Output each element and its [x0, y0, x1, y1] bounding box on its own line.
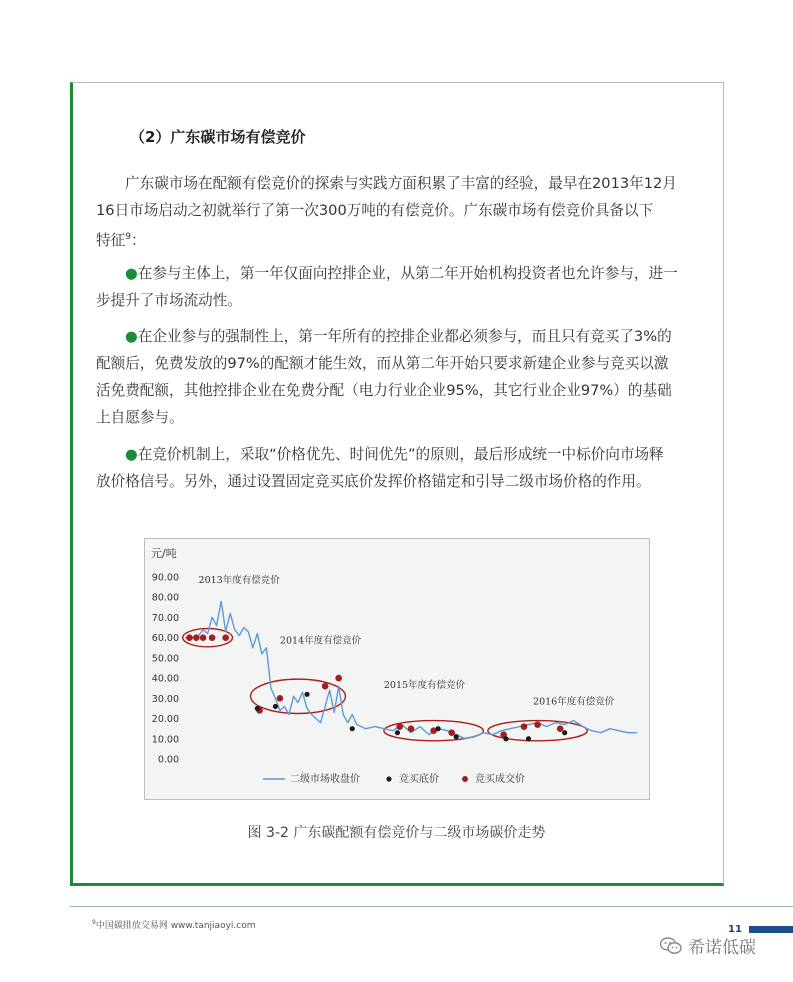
- intro-paragraph: [96, 170, 706, 254]
- wechat-icon: [660, 937, 682, 955]
- bullet-3-line-1: 在竞价机制上，采取“价格优先、时间优先”的原则，最后形成统一中标价向市场释: [137, 446, 664, 463]
- intro-line-1: 广东碳市场在配额有偿竞价的探索与实践方面积累了丰富的经验，最早在2013年12月: [125, 175, 677, 192]
- bullet-icon: ●: [125, 328, 138, 345]
- floor-price-point: [395, 730, 400, 735]
- deal-price-point: [193, 634, 200, 641]
- intro-line-2: 16日市场启动之初就举行了第一次300万吨的有偿竞价。广东碳市场有偿竞价具备以下: [96, 202, 654, 219]
- bullet-2-line-1: 在企业参与的强制性上，第一年所有的控排企业都必须参与，而且只有竞买了3%的: [137, 328, 672, 345]
- y-tick-label: 40.00: [151, 673, 179, 685]
- bullet-2-line-2: 配额后，免费发放的97%的配额才能生效，而从第二年开始只要求新建企业参与竞买以激: [96, 355, 669, 372]
- y-tick-label: 90.00: [151, 572, 179, 584]
- price-chart: [144, 538, 650, 800]
- deal-price-point: [557, 725, 564, 732]
- floor-price-point: [255, 706, 260, 711]
- floor-price-point: [454, 734, 459, 739]
- y-tick-label: 70.00: [151, 612, 179, 624]
- footnote-text: 中国碳排放交易网 www.tanjiaoyi.com: [95, 921, 256, 931]
- y-tick-label: 30.00: [151, 693, 179, 705]
- figure-caption: 图 3-2 广东碳配额有偿竞价与二级市场碳价走势: [247, 825, 546, 841]
- y-tick-label: 20.00: [151, 714, 179, 726]
- y-tick-label: 10.00: [151, 734, 179, 746]
- floor-price-point: [304, 692, 309, 697]
- watermark-text: 希诺低碳: [688, 938, 756, 958]
- legend-deal-swatch: [462, 776, 468, 782]
- bullet-1-line-2: 步提升了市场流动性。: [96, 292, 242, 309]
- floor-price-point: [503, 736, 508, 741]
- legend-label: 竞买成交价: [475, 774, 525, 785]
- deal-price-point: [408, 725, 415, 732]
- deal-price-point: [396, 723, 403, 730]
- deal-price-point: [277, 695, 284, 702]
- footer-divider: [70, 906, 793, 907]
- intro-line-3: [96, 224, 706, 254]
- bullet-icon: ●: [125, 446, 138, 463]
- page-number: 11: [728, 924, 742, 935]
- deal-price-point: [335, 675, 342, 682]
- deal-price-point: [521, 723, 528, 730]
- annotation-label: 2015年度有偿竞价: [383, 680, 466, 692]
- floor-price-point: [526, 736, 531, 741]
- legend-floor-swatch: [386, 776, 391, 781]
- y-tick-label: 0.00: [157, 754, 179, 766]
- intro-line-3-end: ：: [130, 231, 146, 249]
- floor-price-point: [350, 726, 355, 731]
- footnote-number: 9: [92, 919, 96, 926]
- y-tick-label: 50.00: [151, 653, 179, 665]
- section-heading: （2）广东碳市场有偿竞价: [130, 128, 306, 146]
- bullet-2-line-4: 上自愿参与。: [96, 409, 184, 426]
- deal-price-point: [534, 721, 541, 728]
- page-number-bar: [749, 926, 793, 933]
- intro-line-3-text: 特征: [96, 231, 126, 249]
- price-chart-svg: [145, 539, 649, 799]
- bullet-icon: ●: [125, 265, 138, 282]
- deal-price-point: [200, 634, 207, 641]
- y-axis-unit: 元/吨: [151, 547, 177, 560]
- floor-price-point: [562, 730, 567, 735]
- floor-price-point: [436, 726, 441, 731]
- annotation-label: 2016年度有偿竞价: [533, 696, 615, 708]
- legend-label: 二级市场收盘价: [290, 774, 360, 785]
- footnote-ref: 9: [125, 232, 131, 242]
- y-tick-label: 60.00: [151, 633, 179, 645]
- bullet-mechanism: [96, 441, 706, 495]
- watermark: [660, 933, 756, 958]
- annotation-label: 2014年度有偿竞价: [279, 635, 362, 647]
- deal-price-point: [448, 729, 455, 736]
- annotation-label: 2013年度有偿竞价: [198, 575, 280, 587]
- deal-price-point: [322, 683, 329, 690]
- footnote: [92, 918, 256, 931]
- bullet-mandatory: [96, 323, 706, 431]
- bullet-2-line-3: 活免费配额，其他控排企业在免费分配（电力行业企业95%，其它行业企业97%）的基础: [96, 382, 672, 399]
- legend-label: 竞买底价: [399, 774, 439, 785]
- price-series-line: [185, 601, 637, 739]
- deal-price-point: [222, 634, 229, 641]
- y-tick-label: 80.00: [151, 592, 179, 604]
- deal-price-point: [186, 634, 193, 641]
- bullet-participants: [96, 260, 706, 314]
- floor-price-point: [273, 704, 278, 709]
- bullet-3-line-2: 放价格信号。另外，通过设置固定竞买底价发挥价格锚定和引导二级市场价格的作用。: [96, 473, 651, 490]
- deal-price-point: [209, 634, 216, 641]
- bullet-1-line-1: 在参与主体上，第一年仅面向控排企业，从第二年开始机构投资者也允许参与，进一: [137, 265, 678, 282]
